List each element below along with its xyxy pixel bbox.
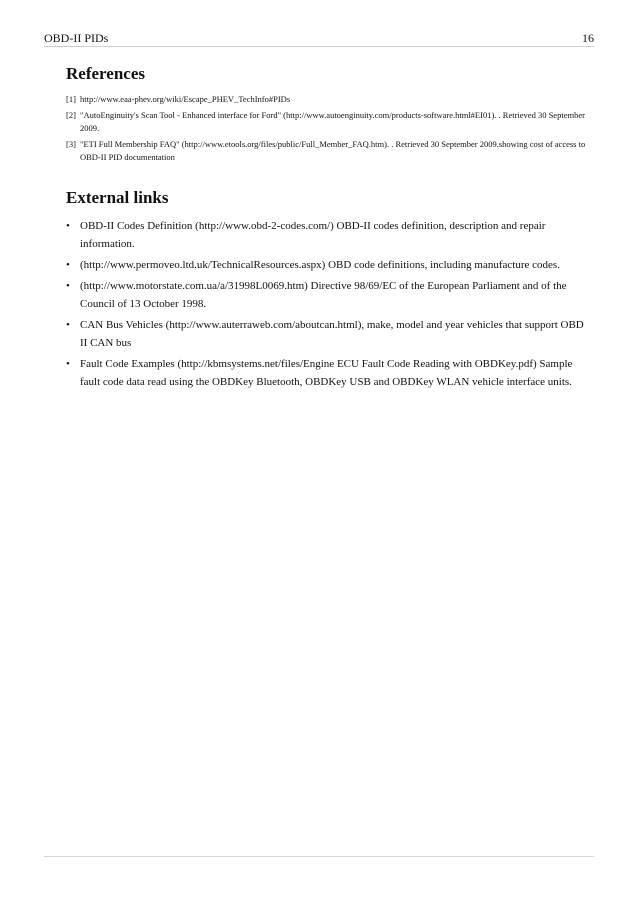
bullet-icon: • <box>66 280 70 292</box>
external-link-text[interactable]: Fault Code Examples (http://kbmsystems.net/files/Engine ECU Fault Code Reading with OBDKey.pdf) Sample fault code data read using the OBDKey Bluetooth, OBDKey USB and OBDKey WLAN vehicle interface units. <box>80 358 573 388</box>
bullet-icon: • <box>66 358 70 370</box>
section-gap <box>66 167 586 187</box>
external-link-text[interactable]: CAN Bus Vehicles (http://www.auterraweb.com/aboutcan.html), make, model and year vehicles that support OBD II CAN bus <box>80 319 584 349</box>
reference-number: [1] <box>66 94 76 104</box>
external-link-item[interactable] <box>66 256 586 274</box>
page-header-title: OBD-II PIDs <box>44 31 109 45</box>
external-link-item[interactable] <box>66 316 586 352</box>
bullet-icon: • <box>66 220 70 232</box>
external-link-text[interactable]: (http://www.motorstate.com.ua/a/31998L0069.htm) Directive 98/69/EC of the European Parliament and of the Council of 13 October 1998. <box>80 280 567 310</box>
reference-item[interactable] <box>66 93 586 106</box>
external-link-item[interactable] <box>66 217 586 253</box>
external-links-list <box>66 217 586 391</box>
reference-text[interactable]: "ETI Full Membership FAQ" (http://www.etools.org/files/public/Full_Member_FAQ.htm). . Retrieved 30 September 2009.showing cost of access to OBD-II PID documentation <box>80 139 586 162</box>
reference-text[interactable]: "AutoEnginuity's Scan Tool - Enhanced interface for Ford" (http://www.autoenginuity.com/products-software.html#EI01). . Retrieved 30 September 2009. <box>80 110 585 133</box>
references-list <box>66 93 586 164</box>
external-link-item[interactable] <box>66 355 586 391</box>
bullet-icon: • <box>66 259 70 271</box>
bullet-icon: • <box>66 319 70 331</box>
reference-number: [3] <box>66 139 76 149</box>
external-link-item[interactable] <box>66 277 586 313</box>
reference-item[interactable] <box>66 138 586 164</box>
page-content <box>66 63 586 394</box>
external-link-text[interactable]: OBD-II Codes Definition (http://www.obd-2-codes.com/) OBD-II codes definition, description and repair information. <box>80 220 546 250</box>
footer-divider <box>44 856 594 857</box>
references-heading: References <box>66 64 145 83</box>
reference-number: [2] <box>66 110 76 120</box>
page-number: 16 <box>582 31 594 45</box>
reference-text[interactable]: http://www.eaa-phev.org/wiki/Escape_PHEV_TechInfo#PIDs <box>80 94 291 104</box>
reference-item[interactable] <box>66 109 586 135</box>
external-link-text[interactable]: (http://www.permoveo.ltd.uk/TechnicalResources.aspx) OBD code definitions, including manufacture codes. <box>80 259 560 271</box>
external-links-heading: External links <box>66 188 169 207</box>
page-header <box>44 30 594 47</box>
